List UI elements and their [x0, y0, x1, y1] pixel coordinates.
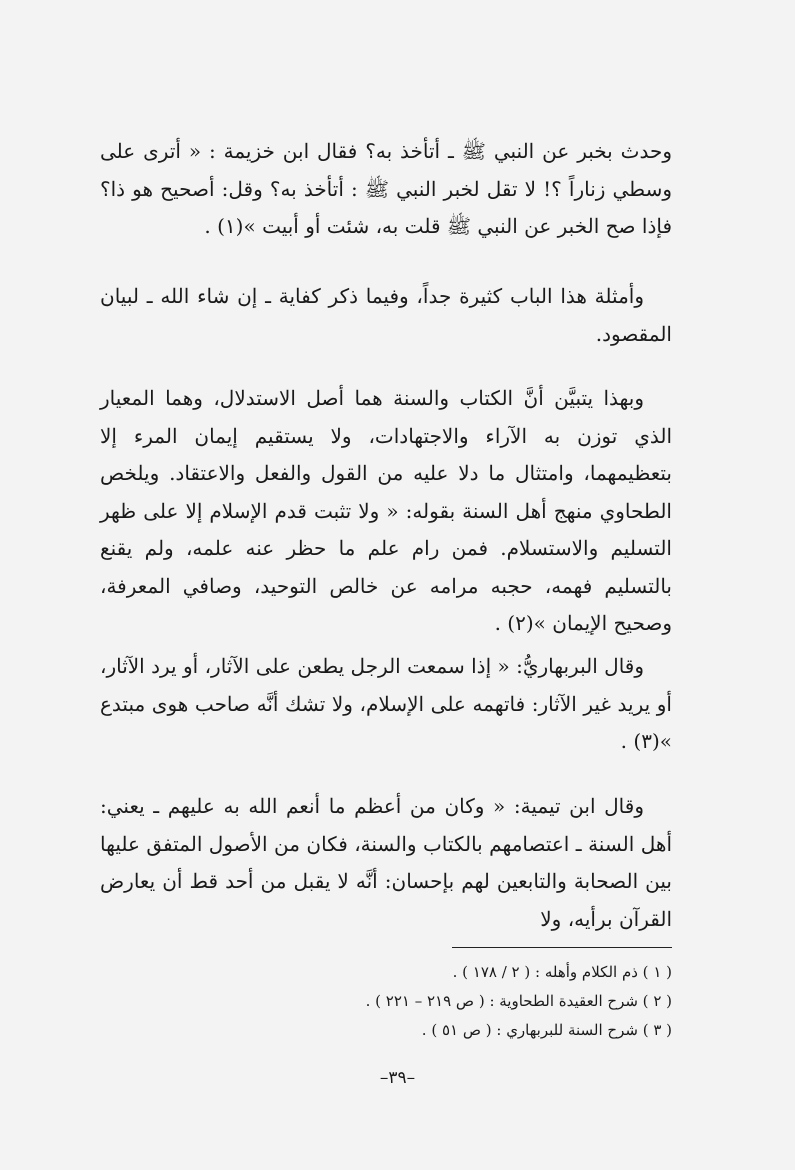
page-number: –٣٩– [379, 1068, 416, 1088]
footnote-2: ( ٢ ) شرح العقيدة الطحاوية : ( ص ٢١٩ – ٢٢١ ) . [365, 992, 672, 1010]
footnote-separator [452, 947, 672, 948]
paragraph-text: وحدث بخبر عن النبي ﷺ ـ أتأخذ به؟ فقال ابن خزيمة : « أترى على وسطي زناراً ؟! لا تقل لخبر النبي ﷺ : أتأخذ به؟ وقل: أصحيح هو ذا؟ فإذا صح الخبر عن النبي ﷺ قلت به، شئت أو أبيت »(١) . [100, 139, 672, 238]
paragraph-1 [100, 133, 672, 246]
paragraph-text: وبهذا يتبيَّن أنَّ الكتاب والسنة هما أصل الاستدلال، وهما المعيار الذي توزن به الآراء والاجتهادات، ولا يستقيم إيمان المرء إلا بتعظيمهما، وامتثال ما دلا عليه من القول والفعل والاعتقاد. ويلخص الطحاوي منهج أهل السنة بقوله: « ولا تثبت قدم الإسلام إلا على ظهر التسليم والاستسلام. فمن رام علم ما حظر عنه علمه، ولم يقنع بالتسليم فهمه، حجبه مرامه عن خالص التوحيد، وصافي المعرفة، وصحيح الإيمان »(٢) . [100, 386, 672, 635]
footnotes [100, 958, 672, 1045]
paragraph-text: وأمثلة هذا الباب كثيرة جداً، وفيما ذكر كفاية ـ إن شاء الله ـ لبيان المقصود. [100, 284, 672, 346]
paragraph-4 [100, 648, 672, 761]
paragraph-5 [100, 788, 672, 938]
paragraph-3 [100, 380, 672, 643]
footnote-3: ( ٣ ) شرح السنة للبربهاري : ( ص ٥١ ) . [421, 1021, 672, 1039]
paragraph-2 [100, 278, 672, 353]
paragraph-text: وقال ابن تيمية: « وكان من أعظم ما أنعم الله به عليهم ـ يعني: أهل السنة ـ اعتصامهم بالكتاب والسنة، فكان من الأصول المتفق عليها بين الصحابة والتابعين لهم بإحسان: أنَّه لا يقبل من أحد قط أن يعارض القرآن برأيه، ولا [100, 794, 672, 931]
paragraph-text: وقال البربهاريُّ: « إذا سمعت الرجل يطعن على الآثار، أو يرد الآثار، أو يريد غير الآثار: فاتهمه على الإسلام، ولا تشك أنَّه صاحب هوى مبتدع »(٣) . [100, 654, 672, 753]
footnote-1: ( ١ ) ذم الكلام وأهله : ( ٢ / ١٧٨ ) . [452, 963, 672, 981]
